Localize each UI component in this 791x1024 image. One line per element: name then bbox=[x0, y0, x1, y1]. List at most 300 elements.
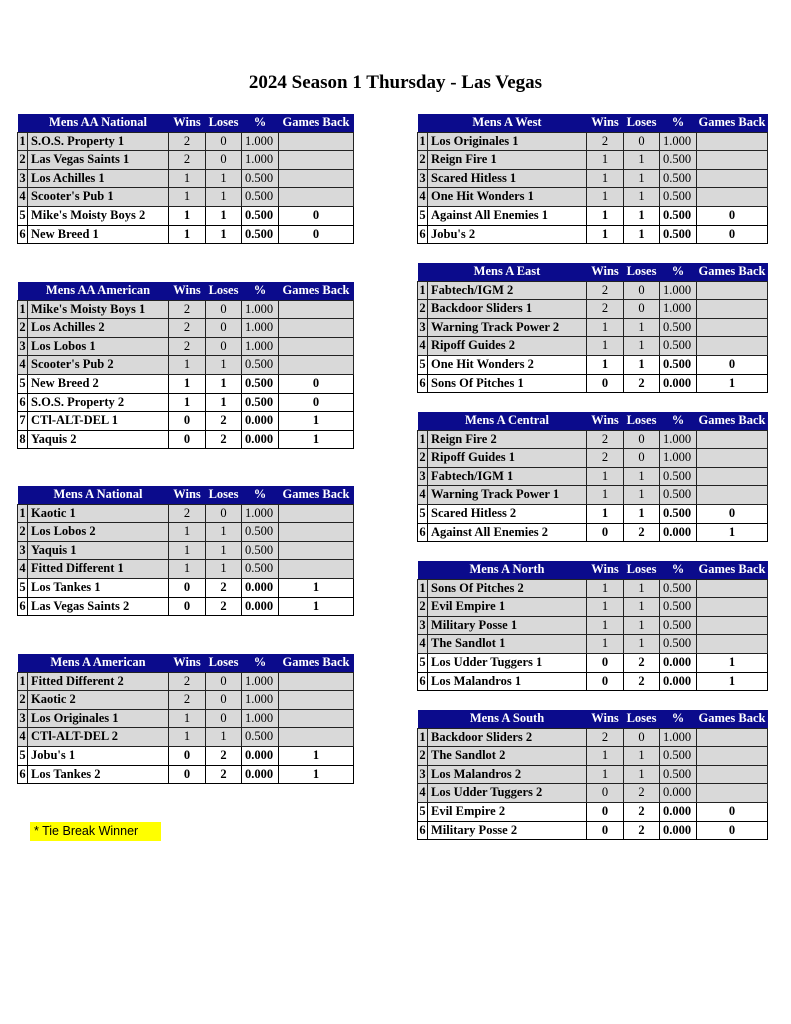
team-cell: Los Tankes 1 bbox=[28, 578, 169, 597]
wins-cell: 1 bbox=[587, 486, 624, 505]
team-cell: Backdoor Sliders 1 bbox=[428, 300, 587, 319]
tie-break-note: * Tie Break Winner bbox=[30, 822, 161, 841]
table-row bbox=[418, 523, 768, 542]
table-row bbox=[18, 597, 354, 616]
games-back-header: Games Back bbox=[279, 282, 354, 300]
table-row bbox=[18, 691, 354, 710]
rank-cell: 6 bbox=[18, 597, 28, 616]
pct-cell: 0.000 bbox=[242, 597, 279, 616]
loses-header: Loses bbox=[624, 710, 660, 728]
header-rank-blank bbox=[418, 561, 428, 579]
pct-cell: 0.500 bbox=[660, 337, 697, 356]
pct-cell: 1.000 bbox=[660, 728, 697, 747]
pct-header: % bbox=[660, 263, 697, 281]
loses-cell: 0 bbox=[206, 151, 242, 170]
team-cell: Warning Track Power 1 bbox=[428, 486, 587, 505]
loses-cell: 2 bbox=[206, 765, 242, 784]
pct-cell: 0.500 bbox=[660, 747, 697, 766]
loses-header: Loses bbox=[206, 114, 242, 132]
rank-cell: 5 bbox=[18, 578, 28, 597]
loses-cell: 0 bbox=[206, 337, 242, 356]
wins-cell: 1 bbox=[587, 747, 624, 766]
rank-cell: 5 bbox=[418, 355, 428, 374]
pct-cell: 0.000 bbox=[660, 523, 697, 542]
wins-cell: 2 bbox=[587, 281, 624, 300]
table-row bbox=[418, 616, 768, 635]
table-row bbox=[418, 225, 768, 244]
loses-cell: 1 bbox=[624, 169, 660, 188]
team-cell: Ripoff Guides 2 bbox=[428, 337, 587, 356]
games-back-cell bbox=[279, 728, 354, 747]
rank-cell: 3 bbox=[418, 616, 428, 635]
loses-cell: 2 bbox=[206, 578, 242, 597]
team-cell: One Hit Wonders 1 bbox=[428, 188, 587, 207]
page-title: 2024 Season 1 Thursday - Las Vegas bbox=[248, 72, 543, 93]
games-back-cell bbox=[279, 691, 354, 710]
table-row bbox=[418, 355, 768, 374]
team-cell: Scared Hitless 2 bbox=[428, 504, 587, 523]
division-name: Mens A American bbox=[28, 654, 169, 672]
table-row bbox=[18, 393, 354, 412]
pct-header: % bbox=[242, 114, 279, 132]
wins-cell: 0 bbox=[169, 412, 206, 431]
header-rank-blank bbox=[418, 114, 428, 132]
games-back-cell: 1 bbox=[279, 765, 354, 784]
header-rank-blank bbox=[18, 654, 28, 672]
table-row bbox=[18, 412, 354, 431]
rank-cell: 4 bbox=[418, 635, 428, 654]
team-cell: Los Udder Tuggers 2 bbox=[428, 784, 587, 803]
team-cell: Against All Enemies 2 bbox=[428, 523, 587, 542]
games-back-cell: 0 bbox=[279, 374, 354, 393]
wins-cell: 0 bbox=[587, 821, 624, 840]
games-back-cell: 1 bbox=[279, 430, 354, 449]
games-back-cell bbox=[697, 728, 768, 747]
team-cell: The Sandlot 2 bbox=[428, 747, 587, 766]
rank-cell: 1 bbox=[418, 728, 428, 747]
table-row bbox=[418, 206, 768, 225]
division-table bbox=[417, 412, 768, 542]
team-cell: S.O.S. Property 2 bbox=[28, 393, 169, 412]
team-cell: Kaotic 2 bbox=[28, 691, 169, 710]
rank-cell: 4 bbox=[418, 337, 428, 356]
table-row bbox=[418, 467, 768, 486]
pct-cell: 0.000 bbox=[242, 578, 279, 597]
rank-cell: 2 bbox=[18, 151, 28, 170]
wins-header: Wins bbox=[169, 486, 206, 504]
rank-cell: 4 bbox=[418, 784, 428, 803]
pct-cell: 0.500 bbox=[660, 355, 697, 374]
team-cell: Evil Empire 1 bbox=[428, 598, 587, 617]
games-back-cell bbox=[697, 300, 768, 319]
team-cell: Reign Fire 1 bbox=[428, 151, 587, 170]
team-cell: Los Malandros 2 bbox=[428, 765, 587, 784]
loses-cell: 1 bbox=[624, 765, 660, 784]
games-back-cell bbox=[279, 504, 354, 523]
loses-cell: 0 bbox=[206, 709, 242, 728]
table-row bbox=[418, 504, 768, 523]
rank-cell: 6 bbox=[418, 374, 428, 393]
wins-cell: 1 bbox=[169, 225, 206, 244]
team-cell: Mike's Moisty Boys 1 bbox=[28, 300, 169, 319]
table-row bbox=[418, 765, 768, 784]
loses-cell: 1 bbox=[624, 616, 660, 635]
pct-cell: 0.500 bbox=[242, 188, 279, 207]
table-row bbox=[418, 635, 768, 654]
games-back-cell bbox=[279, 319, 354, 338]
games-back-header: Games Back bbox=[697, 412, 768, 430]
table-row bbox=[18, 319, 354, 338]
team-cell: Sons Of Pitches 2 bbox=[428, 579, 587, 598]
table-row bbox=[418, 318, 768, 337]
pct-cell: 0.500 bbox=[660, 616, 697, 635]
games-back-cell bbox=[697, 598, 768, 617]
games-back-cell bbox=[279, 523, 354, 542]
games-back-cell bbox=[697, 579, 768, 598]
wins-header: Wins bbox=[587, 412, 624, 430]
games-back-cell: 1 bbox=[279, 578, 354, 597]
team-cell: Reign Fire 2 bbox=[428, 430, 587, 449]
loses-cell: 0 bbox=[206, 300, 242, 319]
loses-cell: 0 bbox=[624, 430, 660, 449]
wins-cell: 0 bbox=[587, 784, 624, 803]
loses-header: Loses bbox=[624, 263, 660, 281]
wins-cell: 1 bbox=[587, 616, 624, 635]
wins-cell: 0 bbox=[587, 802, 624, 821]
pct-cell: 1.000 bbox=[660, 281, 697, 300]
games-back-cell bbox=[697, 784, 768, 803]
table-row bbox=[418, 300, 768, 319]
loses-cell: 1 bbox=[624, 318, 660, 337]
table-row bbox=[18, 206, 354, 225]
team-cell: Las Vegas Saints 1 bbox=[28, 151, 169, 170]
team-cell: Sons Of Pitches 1 bbox=[428, 374, 587, 393]
division-name: Mens AA National bbox=[28, 114, 169, 132]
wins-cell: 1 bbox=[169, 356, 206, 375]
rank-cell: 4 bbox=[18, 560, 28, 579]
loses-cell: 1 bbox=[624, 225, 660, 244]
pct-cell: 0.500 bbox=[660, 504, 697, 523]
loses-header: Loses bbox=[624, 561, 660, 579]
games-back-header: Games Back bbox=[697, 263, 768, 281]
games-back-cell bbox=[279, 560, 354, 579]
wins-cell: 2 bbox=[587, 132, 624, 151]
games-back-cell bbox=[697, 151, 768, 170]
wins-cell: 1 bbox=[587, 635, 624, 654]
games-back-cell: 1 bbox=[279, 597, 354, 616]
team-cell: Kaotic 1 bbox=[28, 504, 169, 523]
loses-cell: 1 bbox=[624, 504, 660, 523]
games-back-cell bbox=[279, 169, 354, 188]
pct-cell: 1.000 bbox=[660, 132, 697, 151]
games-back-cell: 1 bbox=[697, 653, 768, 672]
games-back-cell bbox=[279, 132, 354, 151]
pct-cell: 1.000 bbox=[242, 672, 279, 691]
rank-cell: 1 bbox=[418, 430, 428, 449]
wins-cell: 1 bbox=[587, 355, 624, 374]
wins-header: Wins bbox=[587, 561, 624, 579]
wins-cell: 1 bbox=[169, 728, 206, 747]
rank-cell: 4 bbox=[18, 728, 28, 747]
rank-cell: 2 bbox=[418, 449, 428, 468]
games-back-cell: 0 bbox=[697, 225, 768, 244]
table-row bbox=[418, 728, 768, 747]
rank-cell: 7 bbox=[18, 412, 28, 431]
rank-cell: 5 bbox=[418, 653, 428, 672]
division-name: Mens A South bbox=[428, 710, 587, 728]
pct-cell: 1.000 bbox=[660, 430, 697, 449]
loses-cell: 0 bbox=[624, 728, 660, 747]
division-name: Mens A Central bbox=[428, 412, 587, 430]
wins-cell: 1 bbox=[169, 206, 206, 225]
loses-cell: 1 bbox=[206, 206, 242, 225]
team-cell: Fabtech/IGM 2 bbox=[428, 281, 587, 300]
loses-header: Loses bbox=[624, 114, 660, 132]
loses-cell: 2 bbox=[624, 672, 660, 691]
rank-cell: 3 bbox=[18, 541, 28, 560]
team-cell: Scooter's Pub 2 bbox=[28, 356, 169, 375]
pct-cell: 0.500 bbox=[660, 579, 697, 598]
division-table bbox=[17, 654, 354, 784]
rank-cell: 2 bbox=[18, 523, 28, 542]
games-back-cell bbox=[697, 635, 768, 654]
rank-cell: 5 bbox=[18, 374, 28, 393]
loses-cell: 2 bbox=[206, 430, 242, 449]
team-cell: Los Udder Tuggers 1 bbox=[428, 653, 587, 672]
loses-cell: 2 bbox=[624, 374, 660, 393]
team-cell: The Sandlot 1 bbox=[428, 635, 587, 654]
rank-cell: 3 bbox=[18, 337, 28, 356]
pct-cell: 0.500 bbox=[242, 206, 279, 225]
pct-cell: 0.500 bbox=[660, 169, 697, 188]
pct-cell: 0.500 bbox=[660, 188, 697, 207]
loses-cell: 0 bbox=[206, 132, 242, 151]
rank-cell: 2 bbox=[418, 300, 428, 319]
games-back-cell: 1 bbox=[279, 412, 354, 431]
loses-cell: 1 bbox=[206, 374, 242, 393]
wins-cell: 1 bbox=[587, 151, 624, 170]
wins-cell: 1 bbox=[587, 169, 624, 188]
table-row bbox=[418, 784, 768, 803]
team-cell: Military Posse 2 bbox=[428, 821, 587, 840]
pct-cell: 0.500 bbox=[660, 486, 697, 505]
pct-cell: 0.000 bbox=[242, 765, 279, 784]
wins-header: Wins bbox=[587, 263, 624, 281]
rank-cell: 3 bbox=[18, 169, 28, 188]
wins-cell: 1 bbox=[587, 188, 624, 207]
rank-cell: 6 bbox=[18, 393, 28, 412]
table-row bbox=[418, 747, 768, 766]
table-row bbox=[418, 449, 768, 468]
pct-cell: 0.500 bbox=[660, 206, 697, 225]
rank-cell: 2 bbox=[418, 151, 428, 170]
header-rank-blank bbox=[418, 263, 428, 281]
pct-cell: 1.000 bbox=[242, 691, 279, 710]
loses-header: Loses bbox=[206, 486, 242, 504]
loses-cell: 2 bbox=[624, 821, 660, 840]
loses-cell: 1 bbox=[624, 747, 660, 766]
rank-cell: 5 bbox=[418, 802, 428, 821]
loses-cell: 2 bbox=[206, 746, 242, 765]
wins-cell: 0 bbox=[169, 597, 206, 616]
wins-cell: 1 bbox=[169, 188, 206, 207]
table-row bbox=[418, 374, 768, 393]
rank-cell: 6 bbox=[418, 821, 428, 840]
loses-cell: 1 bbox=[624, 579, 660, 598]
pct-cell: 1.000 bbox=[242, 709, 279, 728]
pct-header: % bbox=[242, 486, 279, 504]
rank-cell: 1 bbox=[18, 504, 28, 523]
table-row bbox=[418, 337, 768, 356]
wins-cell: 1 bbox=[169, 374, 206, 393]
wins-cell: 0 bbox=[169, 765, 206, 784]
games-back-header: Games Back bbox=[697, 114, 768, 132]
table-row bbox=[418, 653, 768, 672]
table-row bbox=[18, 225, 354, 244]
table-row bbox=[418, 151, 768, 170]
table-row bbox=[18, 169, 354, 188]
table-row bbox=[418, 188, 768, 207]
pct-cell: 0.000 bbox=[660, 802, 697, 821]
games-back-cell bbox=[697, 430, 768, 449]
rank-cell: 1 bbox=[418, 579, 428, 598]
games-back-header: Games Back bbox=[697, 710, 768, 728]
team-cell: Los Tankes 2 bbox=[28, 765, 169, 784]
team-cell: Jobu's 2 bbox=[428, 225, 587, 244]
loses-header: Loses bbox=[206, 654, 242, 672]
pct-cell: 0.500 bbox=[242, 225, 279, 244]
table-row bbox=[418, 430, 768, 449]
rank-cell: 3 bbox=[418, 765, 428, 784]
games-back-cell bbox=[697, 449, 768, 468]
wins-cell: 1 bbox=[169, 541, 206, 560]
wins-header: Wins bbox=[169, 114, 206, 132]
wins-cell: 2 bbox=[169, 132, 206, 151]
wins-cell: 1 bbox=[587, 467, 624, 486]
team-cell: Fitted Different 2 bbox=[28, 672, 169, 691]
wins-cell: 2 bbox=[587, 449, 624, 468]
header-rank-blank bbox=[418, 412, 428, 430]
rank-cell: 1 bbox=[18, 132, 28, 151]
team-cell: Evil Empire 2 bbox=[428, 802, 587, 821]
team-cell: Warning Track Power 2 bbox=[428, 318, 587, 337]
games-back-cell: 1 bbox=[279, 746, 354, 765]
games-back-header: Games Back bbox=[279, 654, 354, 672]
wins-cell: 1 bbox=[169, 560, 206, 579]
wins-header: Wins bbox=[169, 282, 206, 300]
division-table bbox=[417, 114, 768, 244]
rank-cell: 2 bbox=[418, 598, 428, 617]
games-back-cell bbox=[697, 616, 768, 635]
division-name: Mens A East bbox=[428, 263, 587, 281]
division-name: Mens A West bbox=[428, 114, 587, 132]
header-rank-blank bbox=[18, 114, 28, 132]
games-back-cell bbox=[697, 337, 768, 356]
wins-cell: 2 bbox=[169, 672, 206, 691]
games-back-cell bbox=[697, 281, 768, 300]
games-back-cell: 1 bbox=[697, 523, 768, 542]
pct-cell: 1.000 bbox=[660, 449, 697, 468]
loses-cell: 1 bbox=[624, 151, 660, 170]
pct-cell: 0.000 bbox=[660, 672, 697, 691]
team-cell: Military Posse 1 bbox=[428, 616, 587, 635]
games-back-cell bbox=[697, 169, 768, 188]
table-row bbox=[418, 132, 768, 151]
games-back-cell bbox=[279, 151, 354, 170]
games-back-cell bbox=[697, 132, 768, 151]
wins-cell: 2 bbox=[587, 300, 624, 319]
wins-cell: 0 bbox=[169, 578, 206, 597]
loses-cell: 0 bbox=[624, 281, 660, 300]
division-table bbox=[17, 486, 354, 616]
wins-cell: 0 bbox=[169, 430, 206, 449]
table-row bbox=[18, 746, 354, 765]
table-row bbox=[18, 132, 354, 151]
pct-cell: 0.000 bbox=[242, 746, 279, 765]
wins-cell: 2 bbox=[587, 728, 624, 747]
pct-cell: 0.000 bbox=[660, 653, 697, 672]
loses-cell: 0 bbox=[206, 504, 242, 523]
division-table bbox=[17, 114, 354, 244]
team-cell: Scared Hitless 1 bbox=[428, 169, 587, 188]
games-back-cell: 1 bbox=[697, 374, 768, 393]
division-name: Mens AA American bbox=[28, 282, 169, 300]
team-cell: Scooter's Pub 1 bbox=[28, 188, 169, 207]
team-cell: Los Originales 1 bbox=[28, 709, 169, 728]
team-cell: Las Vegas Saints 2 bbox=[28, 597, 169, 616]
loses-cell: 0 bbox=[206, 691, 242, 710]
pct-cell: 1.000 bbox=[242, 504, 279, 523]
rank-cell: 5 bbox=[18, 206, 28, 225]
loses-cell: 1 bbox=[624, 206, 660, 225]
table-row bbox=[18, 765, 354, 784]
pct-cell: 0.500 bbox=[242, 374, 279, 393]
loses-cell: 0 bbox=[206, 672, 242, 691]
pct-cell: 1.000 bbox=[242, 337, 279, 356]
rank-cell: 5 bbox=[418, 504, 428, 523]
pct-cell: 0.500 bbox=[660, 598, 697, 617]
wins-header: Wins bbox=[587, 114, 624, 132]
loses-cell: 1 bbox=[624, 635, 660, 654]
rank-cell: 6 bbox=[18, 225, 28, 244]
wins-cell: 2 bbox=[169, 691, 206, 710]
table-row bbox=[18, 337, 354, 356]
games-back-cell: 0 bbox=[697, 355, 768, 374]
loses-cell: 1 bbox=[624, 486, 660, 505]
team-cell: Ripoff Guides 1 bbox=[428, 449, 587, 468]
team-cell: Los Originales 1 bbox=[428, 132, 587, 151]
loses-cell: 1 bbox=[206, 541, 242, 560]
rank-cell: 5 bbox=[18, 746, 28, 765]
rank-cell: 6 bbox=[418, 225, 428, 244]
pct-cell: 0.500 bbox=[242, 523, 279, 542]
wins-cell: 1 bbox=[587, 318, 624, 337]
division-name: Mens A National bbox=[28, 486, 169, 504]
wins-cell: 0 bbox=[587, 523, 624, 542]
header-rank-blank bbox=[418, 710, 428, 728]
pct-header: % bbox=[660, 114, 697, 132]
pct-header: % bbox=[242, 654, 279, 672]
pct-header: % bbox=[242, 282, 279, 300]
games-back-cell: 0 bbox=[697, 821, 768, 840]
rank-cell: 8 bbox=[18, 430, 28, 449]
table-row bbox=[418, 672, 768, 691]
pct-cell: 0.500 bbox=[242, 560, 279, 579]
pct-cell: 0.500 bbox=[660, 151, 697, 170]
table-row bbox=[18, 188, 354, 207]
games-back-cell bbox=[697, 765, 768, 784]
rank-cell: 4 bbox=[18, 188, 28, 207]
